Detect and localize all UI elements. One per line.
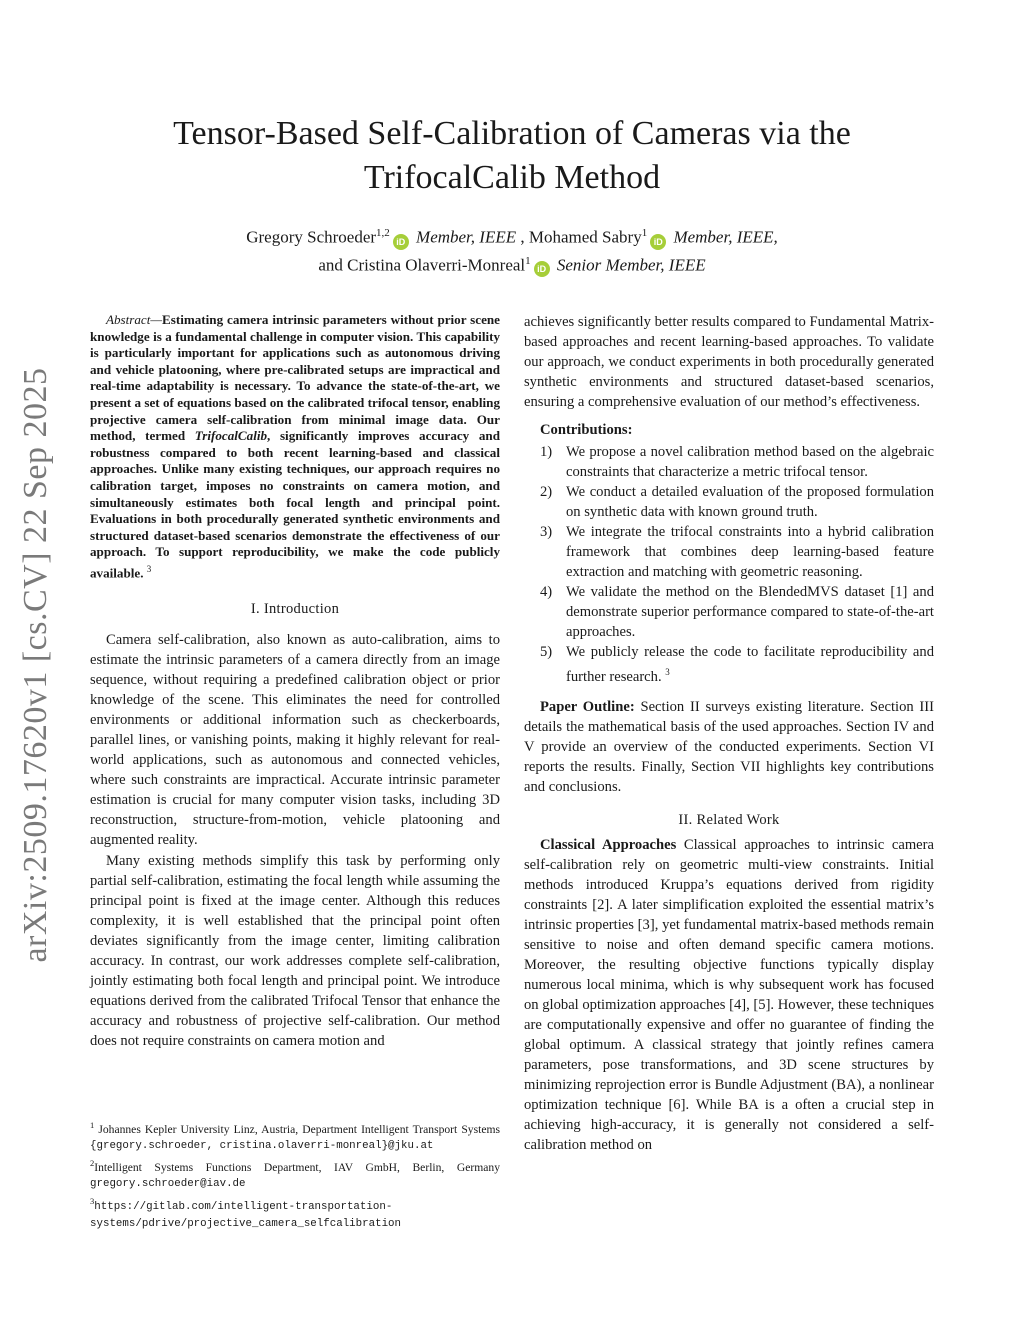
footnote-mark: 2 bbox=[90, 1157, 95, 1168]
list-item-text: We conduct a detailed evaluation of the proposed formulation on synthetic data with known ground truth. bbox=[566, 484, 934, 520]
list-item-text: We publicly release the code to facilitate reproducibility and further research. bbox=[566, 644, 934, 685]
author-role: Senior Member, IEEE bbox=[556, 255, 706, 275]
classical-approaches-paragraph bbox=[524, 835, 934, 1155]
footnote-email[interactable]: gregory.schroeder@iav.de bbox=[90, 1177, 246, 1190]
list-item bbox=[540, 642, 934, 687]
author-affiliation: 1 bbox=[525, 254, 531, 267]
footnotes bbox=[90, 1118, 500, 1234]
arxiv-stamp-text: arXiv:2509.17620v1 [cs.CV] 22 Sep 2025 bbox=[17, 367, 54, 963]
author-role: Member, IEEE, bbox=[673, 227, 778, 247]
orcid-icon[interactable]: iD bbox=[534, 261, 550, 277]
author-line-1 bbox=[100, 222, 924, 250]
author-block bbox=[100, 222, 924, 277]
list-item-text: We propose a novel calibration method based on the algebraic constraints that characterize a metric trifocal tensor. bbox=[566, 444, 934, 480]
paper-outline-text: Section II surveys existing literature. Section III details the mathematical basis of the used approaches. Section IV and V provide an overview of the conducted experiments. Section VI reports the results. Finally, Section VII highlights key contributions and conclusions. bbox=[524, 698, 935, 795]
section-heading-introduction: I. Introduction bbox=[250, 600, 340, 617]
list-item-number: 1) bbox=[540, 444, 553, 460]
paper-title bbox=[100, 112, 924, 200]
list-item bbox=[540, 442, 934, 482]
author-role: Member, IEEE bbox=[416, 227, 517, 247]
author-name: and Cristina Olaverri-Monreal bbox=[318, 255, 526, 275]
section-heading-related-work: II. Related Work bbox=[678, 811, 780, 828]
contributions-heading: Contributions: bbox=[540, 422, 633, 438]
list-item-number: 2) bbox=[540, 484, 553, 500]
list-item-number: 5) bbox=[540, 644, 553, 660]
orcid-icon[interactable]: iD bbox=[650, 234, 666, 250]
title-line-2: TrifocalCalib Method bbox=[363, 159, 661, 196]
list-item bbox=[540, 482, 934, 522]
intro-paragraph-2: Many existing methods simplify this task by performing only partial self-calibration, estimating the focal length while assuming the principal point is fixed at the image center. Although this reduces complexity, it is well established that the principal point often deviates significantly from the image center, limiting calibration accuracy. In contrast, our work addresses complete self-calibration, jointly estimating both focal length and principal point. We introduce equations derived from the calibrated Trifocal Tensor that enhance the accuracy and robustness of projective self-calibration. Our method does not require constraints on camera motion and bbox=[90, 852, 500, 1049]
title-line-1: Tensor-Based Self-Calibration of Cameras via the bbox=[173, 115, 851, 152]
list-item bbox=[540, 582, 934, 642]
abstract-label: Abstract— bbox=[106, 312, 163, 327]
classical-approaches-text: Classical approaches to intrinsic camera self-calibration rely on geometric multi-view constraints. Initial methods introduced Kruppa’s equations derived from rigidity constraints [2]. A later simplification exploited the essential matrix’s intrinsic properties [3], yet fundamental matrix-based methods remain sensitive to noise and often demand specific camera motions. Moreover, the resulting objective functions typically display numerous local minima, which is why subsequent work has focused on global optimization approaches [4], [5]. However, these techniques are computationally expensive and offer no guarantee of finding the global optimum. A classical strategy that jointly refines camera parameters, pose transformations, and 3D scene structures by minimizing reprojection error is Bundle Adjustment (BA), a nonlinear optimization technique [6]. While BA is a often a crucial step in achieving high-accuracy, it is generally not considered a self-calibration method on bbox=[524, 836, 934, 1153]
footnote-email[interactable]: {gregory.schroeder, cristina.olaverri-monreal}@jku.at bbox=[90, 1139, 434, 1152]
paper-outline-label: Paper Outline: bbox=[540, 698, 635, 715]
footnote-1 bbox=[90, 1118, 500, 1154]
method-name: TrifocalCalib bbox=[194, 428, 268, 444]
arxiv-stamp bbox=[6, 367, 66, 963]
footnote-3 bbox=[90, 1194, 500, 1232]
list-item bbox=[540, 522, 934, 582]
author-line-2 bbox=[100, 250, 924, 278]
left-column bbox=[90, 312, 500, 1051]
abstract-text-part-1: Estimating camera intrinsic parameters without prior scene knowledge is a fundamental challenge in computer vision. This capability is particularly important for applications such as autonomous driving and vehicle platooning, where pre-calibrated setups are impractical and real-time adaptability is necessary. To advance the state-of-the-art, we present a set of equations based on the calibrated trifocal tensor, enabling projective camera self-calibration from minimal image data. Our method, termed bbox=[90, 312, 500, 444]
footnote-text: Johannes Kepler University Linz, Austria, Department Intelligent Transport Systems bbox=[94, 1122, 500, 1136]
abstract bbox=[90, 312, 500, 582]
footnote-ref[interactable]: 3 bbox=[146, 563, 152, 574]
contributions-list bbox=[524, 442, 934, 687]
footnote-ref[interactable]: 3 bbox=[665, 667, 670, 677]
author-name: Gregory Schroeder bbox=[246, 227, 377, 247]
classical-approaches-label: Classical Approaches bbox=[540, 836, 677, 853]
intro-paragraph-continued: achieves significantly better results compared to Fundamental Matrix-based approaches and recent learning-based approaches. To validate our approach, we conduct experiments in both procedurally generated synthetic environments and structured dataset-based scenarios, ensuring a comprehensive evaluation of our method’s effectiveness. bbox=[524, 314, 934, 410]
list-item-text: We validate the method on the BlendedMVS dataset [1] and demonstrate superior performance compared to state-of-the-art approaches. bbox=[566, 584, 934, 640]
footnote-mark: 3 bbox=[90, 1195, 95, 1206]
author-affiliation: 1 bbox=[641, 227, 648, 239]
right-column bbox=[524, 312, 934, 1155]
author-affiliation: 1,2 bbox=[376, 227, 390, 239]
orcid-icon[interactable]: iD bbox=[393, 234, 409, 250]
footnote-text: Intelligent Systems Functions Department, IAV GmbH, Berlin, Germany bbox=[94, 1160, 500, 1174]
intro-paragraph-1: Camera self-calibration, also known as auto-calibration, aims to estimate the intrinsic parameters of a camera directly from an image sequence, without requiring a predefined calibration object or prior knowledge of the scene. This eliminates the need for controlled environments or additional information such as checkerboards, parallel lines, or vanishing points, making it highly relevant for real-world applications, such as autonomous and connected vehicles, where such constraints are impractical. Accurate intrinsic parameter estimation is crucial for many computer vision tasks, including 3D reconstruction, structure-from-motion, vehicle platooning and augmented reality. bbox=[90, 631, 500, 848]
paper-outline-paragraph bbox=[524, 697, 934, 797]
author-name: , Mohamed Sabry bbox=[520, 227, 642, 247]
list-item-number: 3) bbox=[540, 524, 553, 540]
list-item-text: We integrate the trifocal constraints into a hybrid calibration framework that combines deep learning-based feature extraction and matching with geometric reasoning. bbox=[566, 524, 934, 580]
abstract-text-part-2: , significantly improves accuracy and robustness compared to both recent learning-based and classical approaches. Unlike many existing techniques, our approach requires no calibration target, imposes no constraints on camera motion, and simultaneously estimates both focal length and principal point. Evaluations in both procedurally generated synthetic environments and structured dataset-based scenarios demonstrate the effectiveness of our approach. To support reproducibility, we make the code publicly available. bbox=[90, 428, 500, 581]
footnote-2 bbox=[90, 1156, 500, 1192]
list-item-number: 4) bbox=[540, 584, 553, 600]
footnote-url[interactable]: https://gitlab.com/intelligent-transportation-systems/pdrive/projective_camera_selfcalibration bbox=[90, 1200, 402, 1230]
footnote-mark: 1 bbox=[90, 1120, 95, 1130]
